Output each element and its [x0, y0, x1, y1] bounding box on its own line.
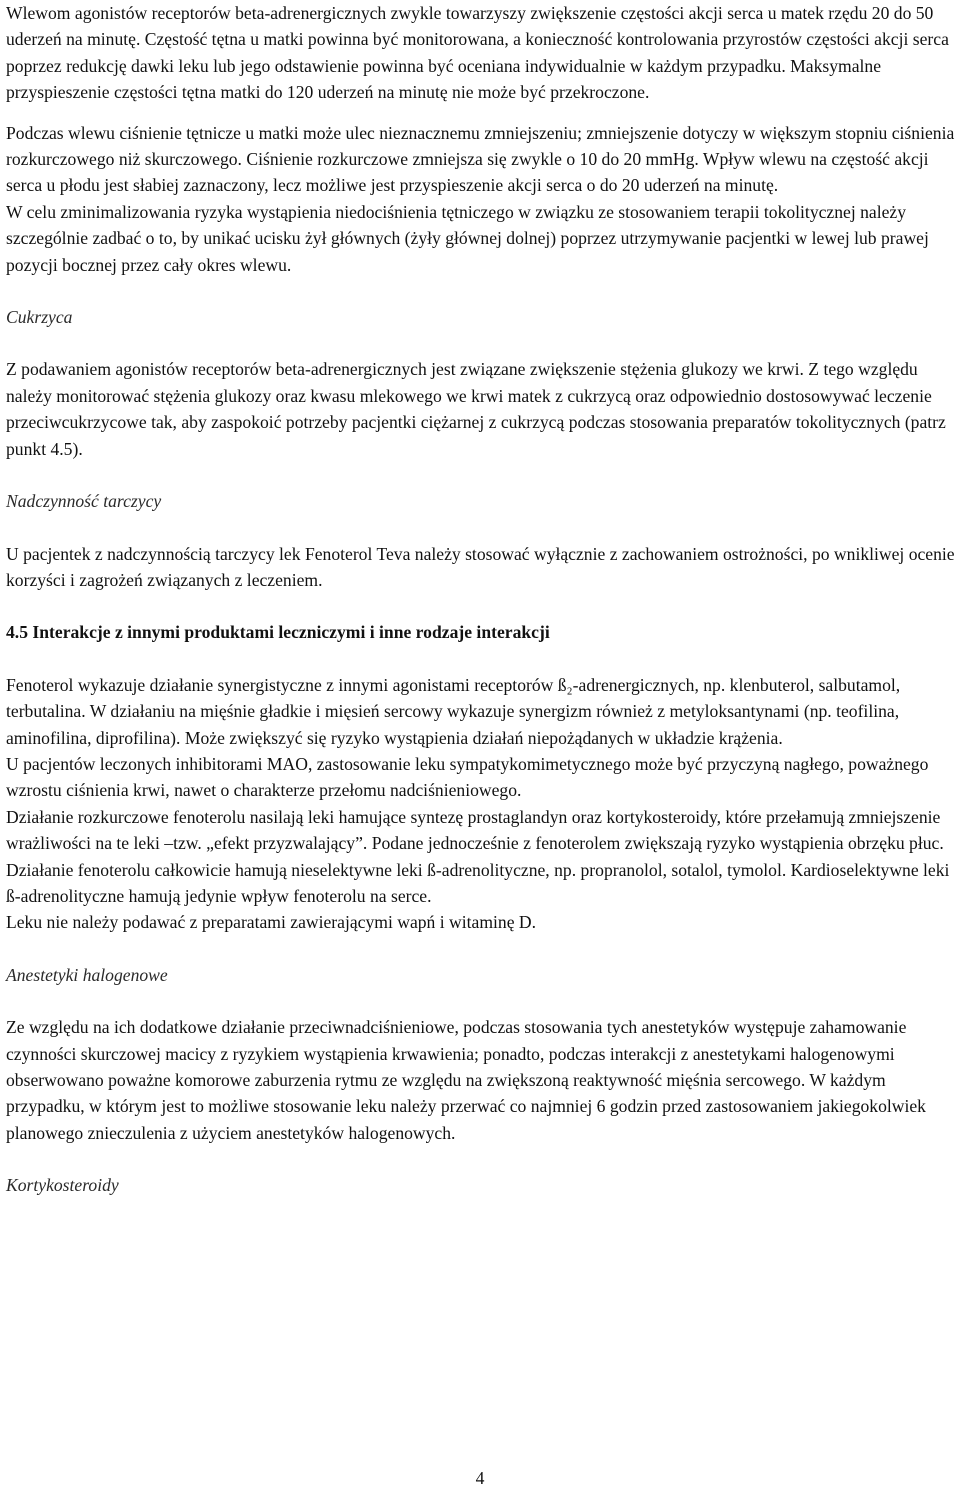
paragraph-mao: U pacjentów leczonych inhibitorami MAO, zastosowanie leku sympatykomimetycznego może być przyczyną nagłego, poważnego wzrostu ciśnienia krwi, nawet o charakterze przełomu nadciśnieniowego.	[6, 753, 929, 801]
paragraph-thyroid: U pacjentek z nadczynnością tarczycy lek Fenoterol Teva należy stosować wyłącznie z zachowaniem ostrożności, po wnikliwej ocenie korzyści i zagrożeń związanych z leczeniem.	[6, 543, 955, 590]
subheading-tarczyca: Nadczynność tarczycy	[6, 491, 162, 512]
paragraph-synergy: Fenoterol wykazuje działanie synergistyczne z innymi agonistami receptorów ß₂-adrenergicznych, np. klenbuterol, salbutamol, terbutalina. W działaniu na mięśnie gładkie i mięsień sercowy wykazuje synergizm również z metyloksantynami (np. teofilina, aminofilina, diprofilina). Może zwiększyć się ryzyko wystąpienia działań niepożądanych w układzie krążenia.	[6, 674, 901, 748]
subheading-kortykosteroidy: Kortykosteroidy	[6, 1175, 119, 1196]
subheading-cukrzyca: Cukrzyca	[6, 307, 73, 328]
paragraph-diabetes: Z podawaniem agonistów receptorów beta-adrenergicznych jest związane zwiększenie stężenia glukozy we krwi. Z tego względu należy monitorować stężenia glukozy oraz kwasu mlekowego we krwi matek z cukrzycą oraz odpowiednio dostosowywać leczenie przeciwcukrzycowe tak, aby zaspokoić potrzeby pacjentki ciężarnej z cukrzycą podczas stosowania preparatów tokolitycznych (patrz punkt 4.5).	[6, 359, 946, 459]
section-heading-4-5: 4.5 Interakcje z innymi produktami leczniczymi i inne rodzaje interakcji	[6, 622, 550, 643]
paragraph-heart-rate	[6, 0, 956, 106]
page-number: 4	[475, 1468, 485, 1488]
subheading-anestetyki: Anestetyki halogenowe	[6, 964, 168, 985]
document-page	[6, 0, 956, 1199]
paragraph-prostaglandins: Działanie rozkurczowe fenoterolu nasilają leki hamujące syntezę prostaglandyn oraz kortykosteroidy, które przełamują zmniejszenie wrażliwości na te leki –tzw. „efekt przyzwalający”. Podane jednocześnie z fenoterolem zwiększają ryzyko wystąpienia obrzęku płuc.	[6, 806, 944, 854]
paragraph-hypotension: W celu zminimalizowania ryzyka wystąpienia niedociśnienia tętniczego w związku ze stosowaniem terapii tokolitycznej należy szczególnie zadbać o to, by unikać ucisku żył głównych (żyły głównej dolnej) poprzez utrzymywanie pacjentki w lewej lub prawej pozycji bocznej przez cały okres wlewu.	[6, 201, 929, 275]
paragraph-heart-rate-text: Wlewom agonistów receptorów beta-adrenergicznych zwykle towarzyszy zwiększenie częstości akcji serca u matek rzędu 20 do 50 uderzeń na minutę. Częstość tętna u matki powinna być monitorowana, a konieczność kontrolowania przyrostów częstości akcji serca poprzez redukcję dawki leku lub jego odstawienie powinna być oceniana indywidualnie w każdym przypadku. Maksymalne przyspieszenie częstości tętna matki do 120 uderzeń na minutę nie może być przekroczone.	[6, 3, 949, 103]
paragraph-blood-pressure: Podczas wlewu ciśnienie tętnicze u matki może ulec nieznacznemu zmniejszeniu; zmniejszenie dotyczy w większym stopniu ciśnienia rozkurczowego niż skurczowego. Ciśnienie rozkurczowe zmniejsza się zwykle o 10 do 20 mmHg. Wpływ wlewu na częstość akcji serca u płodu jest słabiej zaznaczony, lecz możliwe jest przyspieszenie akcji serca o do 20 uderzeń na minutę.	[6, 122, 955, 196]
paragraph-beta-blockers: Działanie fenoterolu całkowicie hamują nieselektywne leki ß-adrenolityczne, np. propranolol, sotalol, tymolol. Kardioselektywne leki ß-adrenolityczne hamują jedynie wpływ fenoterolu na serce.	[6, 859, 950, 906]
paragraph-anesthetics: Ze względu na ich dodatkowe działanie przeciwnadciśnieniowe, podczas stosowania tych anestetyków występuje zahamowanie czynności skurczowej macicy z ryzykiem wystąpienia krwawienia; ponadto, podczas interakcji z anestetykami halogenowymi obserwowano poważne komorowe zaburzenia rytmu ze względu na zwiększoną reaktywność mięśnia sercowego. W każdym przypadku, w którym jest to możliwe stosowanie leku należy przerwać co najmniej 6 godzin przed zastosowaniem jakiegokolwiek planowego znieczulenia z użyciem anestetyków halogenowych.	[6, 1017, 926, 1143]
paragraph-calcium: Leku nie należy podawać z preparatami zawierającymi wapń i witaminę D.	[6, 912, 537, 933]
